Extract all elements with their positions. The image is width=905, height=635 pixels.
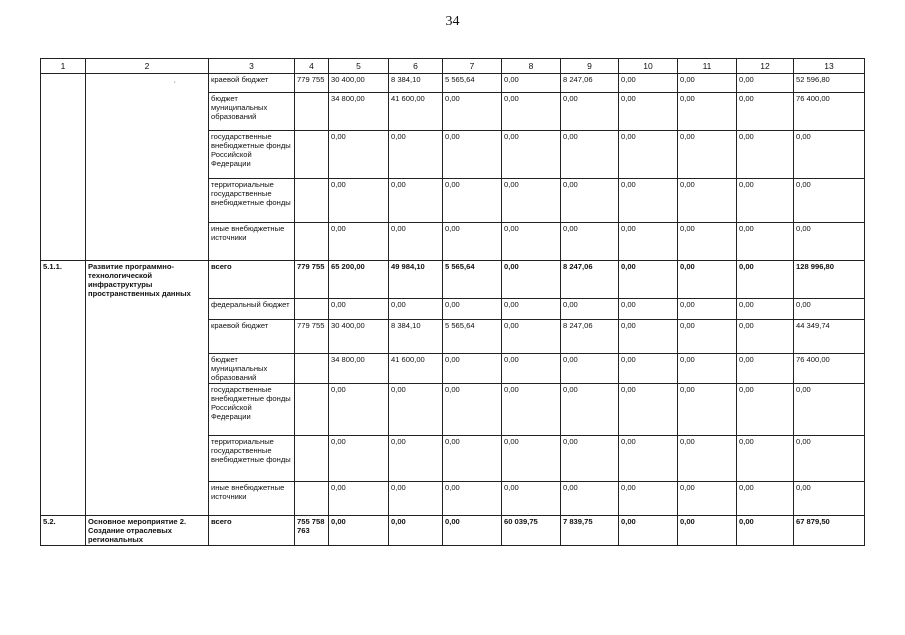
- value-cell: 0,00: [619, 223, 678, 261]
- value-cell: 0,00: [794, 223, 865, 261]
- value-cell: 0,00: [443, 299, 502, 320]
- funding-source: государственные внебюджетные фонды Российской Федерации: [209, 384, 295, 436]
- column-header: 12: [737, 59, 794, 74]
- item-code: [41, 74, 86, 261]
- item-code: 5.2.: [41, 516, 86, 546]
- funding-source: краевой бюджет: [209, 320, 295, 354]
- kbk-code: [295, 131, 329, 179]
- value-cell: 8 247,06: [561, 74, 619, 93]
- kbk-code: [295, 354, 329, 384]
- item-name: Развитие программно-технологической инфраструктуры пространственных данных: [86, 261, 209, 516]
- value-cell: 0,00: [619, 93, 678, 131]
- value-cell: 76 400,00: [794, 93, 865, 131]
- kbk-code: 755 758 763: [295, 516, 329, 546]
- value-cell: 0,00: [561, 354, 619, 384]
- kbk-code: [295, 384, 329, 436]
- value-cell: 0,00: [389, 436, 443, 482]
- table-row: [41, 74, 865, 93]
- value-cell: 0,00: [443, 131, 502, 179]
- value-cell: 41 600,00: [389, 354, 443, 384]
- value-cell: 0,00: [502, 93, 561, 131]
- value-cell: 0,00: [619, 179, 678, 223]
- value-cell: 0,00: [737, 299, 794, 320]
- column-header: 8: [502, 59, 561, 74]
- column-header: 2: [86, 59, 209, 74]
- value-cell: 0,00: [329, 436, 389, 482]
- column-header: 1: [41, 59, 86, 74]
- value-cell: 0,00: [737, 516, 794, 546]
- value-cell: 0,00: [737, 179, 794, 223]
- value-cell: 30 400,00: [329, 74, 389, 93]
- value-cell: 0,00: [737, 223, 794, 261]
- kbk-code: [295, 482, 329, 516]
- value-cell: 0,00: [561, 436, 619, 482]
- value-cell: 0,00: [619, 299, 678, 320]
- value-cell: 0,00: [678, 179, 737, 223]
- value-cell: 0,00: [329, 223, 389, 261]
- value-cell: 0,00: [619, 320, 678, 354]
- stray-mark: ·: [173, 77, 176, 86]
- kbk-code: [295, 93, 329, 131]
- value-cell: 0,00: [794, 179, 865, 223]
- value-cell: 44 349,74: [794, 320, 865, 354]
- value-cell: 8 384,10: [389, 320, 443, 354]
- funding-source: бюджет муниципальных образований: [209, 354, 295, 384]
- value-cell: 0,00: [329, 299, 389, 320]
- value-cell: 34 800,00: [329, 354, 389, 384]
- column-header: 13: [794, 59, 865, 74]
- value-cell: 0,00: [678, 384, 737, 436]
- value-cell: 0,00: [561, 223, 619, 261]
- value-cell: 5 565,64: [443, 261, 502, 299]
- value-cell: 0,00: [737, 261, 794, 299]
- value-cell: 0,00: [737, 93, 794, 131]
- value-cell: 0,00: [678, 516, 737, 546]
- value-cell: 0,00: [443, 223, 502, 261]
- value-cell: 0,00: [737, 384, 794, 436]
- value-cell: 0,00: [329, 179, 389, 223]
- value-cell: 52 596,80: [794, 74, 865, 93]
- value-cell: 0,00: [443, 179, 502, 223]
- value-cell: 0,00: [502, 74, 561, 93]
- value-cell: 0,00: [502, 299, 561, 320]
- value-cell: 0,00: [389, 131, 443, 179]
- value-cell: 0,00: [737, 354, 794, 384]
- value-cell: 5 565,64: [443, 74, 502, 93]
- value-cell: 0,00: [443, 354, 502, 384]
- column-header: 11: [678, 59, 737, 74]
- value-cell: 0,00: [619, 261, 678, 299]
- column-header: 5: [329, 59, 389, 74]
- value-cell: 0,00: [794, 384, 865, 436]
- value-cell: 0,00: [678, 131, 737, 179]
- value-cell: 0,00: [443, 436, 502, 482]
- budget-table: [40, 58, 865, 546]
- value-cell: 0,00: [619, 482, 678, 516]
- item-name: [86, 74, 209, 261]
- value-cell: 0,00: [389, 299, 443, 320]
- column-header: 3: [209, 59, 295, 74]
- value-cell: 0,00: [678, 320, 737, 354]
- value-cell: 0,00: [794, 482, 865, 516]
- value-cell: 0,00: [619, 354, 678, 384]
- value-cell: 0,00: [678, 354, 737, 384]
- funding-source: территориальные государственные внебюджетные фонды: [209, 179, 295, 223]
- value-cell: 5 565,64: [443, 320, 502, 354]
- value-cell: 0,00: [561, 179, 619, 223]
- value-cell: 0,00: [389, 223, 443, 261]
- value-cell: 0,00: [619, 516, 678, 546]
- kbk-code: [295, 179, 329, 223]
- value-cell: 0,00: [443, 482, 502, 516]
- value-cell: 0,00: [561, 93, 619, 131]
- value-cell: 0,00: [329, 482, 389, 516]
- value-cell: 0,00: [678, 482, 737, 516]
- page-number: 34: [445, 14, 460, 29]
- column-header: 6: [389, 59, 443, 74]
- value-cell: 0,00: [794, 131, 865, 179]
- value-cell: 0,00: [502, 261, 561, 299]
- value-cell: 0,00: [794, 299, 865, 320]
- value-cell: 0,00: [389, 516, 443, 546]
- kbk-code: [295, 223, 329, 261]
- value-cell: 67 879,50: [794, 516, 865, 546]
- funding-source: бюджет муниципальных образований: [209, 93, 295, 131]
- value-cell: 0,00: [329, 516, 389, 546]
- value-cell: 0,00: [619, 384, 678, 436]
- value-cell: 0,00: [678, 261, 737, 299]
- value-cell: 0,00: [329, 384, 389, 436]
- value-cell: 0,00: [329, 131, 389, 179]
- value-cell: 0,00: [443, 93, 502, 131]
- value-cell: 0,00: [561, 482, 619, 516]
- value-cell: 8 247,06: [561, 320, 619, 354]
- funding-source: краевой бюджет: [209, 74, 295, 93]
- value-cell: 34 800,00: [329, 93, 389, 131]
- value-cell: 0,00: [737, 320, 794, 354]
- item-code: 5.1.1.: [41, 261, 86, 516]
- value-cell: 0,00: [737, 436, 794, 482]
- column-header: 10: [619, 59, 678, 74]
- value-cell: 0,00: [389, 482, 443, 516]
- column-header: 7: [443, 59, 502, 74]
- value-cell: 0,00: [502, 223, 561, 261]
- value-cell: 65 200,00: [329, 261, 389, 299]
- header-row: [41, 59, 865, 74]
- item-name: Основное мероприятие 2. Создание отраслевых региональных: [86, 516, 209, 546]
- funding-source: государственные внебюджетные фонды Российской Федерации: [209, 131, 295, 179]
- value-cell: 128 996,80: [794, 261, 865, 299]
- value-cell: 0,00: [502, 131, 561, 179]
- value-cell: 0,00: [678, 223, 737, 261]
- value-cell: 0,00: [443, 384, 502, 436]
- value-cell: 0,00: [678, 93, 737, 131]
- value-cell: 0,00: [737, 131, 794, 179]
- value-cell: 41 600,00: [389, 93, 443, 131]
- funding-source: территориальные государственные внебюджетные фонды: [209, 436, 295, 482]
- value-cell: 0,00: [502, 436, 561, 482]
- value-cell: 0,00: [619, 74, 678, 93]
- value-cell: 76 400,00: [794, 354, 865, 384]
- value-cell: 0,00: [794, 436, 865, 482]
- value-cell: 30 400,00: [329, 320, 389, 354]
- funding-source: всего: [209, 516, 295, 546]
- column-header: 4: [295, 59, 329, 74]
- value-cell: 0,00: [502, 179, 561, 223]
- value-cell: 0,00: [389, 179, 443, 223]
- value-cell: 49 984,10: [389, 261, 443, 299]
- kbk-code: [295, 436, 329, 482]
- value-cell: 0,00: [619, 131, 678, 179]
- value-cell: 0,00: [678, 436, 737, 482]
- funding-source: всего: [209, 261, 295, 299]
- value-cell: 8 247,06: [561, 261, 619, 299]
- column-header: 9: [561, 59, 619, 74]
- value-cell: 0,00: [502, 320, 561, 354]
- value-cell: 0,00: [737, 482, 794, 516]
- funding-source: иные внебюджетные источники: [209, 482, 295, 516]
- kbk-code: 779 755: [295, 261, 329, 299]
- value-cell: 0,00: [443, 516, 502, 546]
- value-cell: 0,00: [561, 384, 619, 436]
- value-cell: 60 039,75: [502, 516, 561, 546]
- table-row: [41, 516, 865, 546]
- value-cell: 0,00: [561, 131, 619, 179]
- value-cell: 0,00: [678, 299, 737, 320]
- kbk-code: 779 755: [295, 320, 329, 354]
- value-cell: 0,00: [502, 354, 561, 384]
- value-cell: 8 384,10: [389, 74, 443, 93]
- value-cell: 0,00: [389, 384, 443, 436]
- value-cell: 0,00: [502, 482, 561, 516]
- value-cell: 7 839,75: [561, 516, 619, 546]
- kbk-code: [295, 299, 329, 320]
- value-cell: 0,00: [737, 74, 794, 93]
- value-cell: 0,00: [561, 299, 619, 320]
- value-cell: 0,00: [502, 384, 561, 436]
- value-cell: 0,00: [619, 436, 678, 482]
- funding-source: иные внебюджетные источники: [209, 223, 295, 261]
- kbk-code: 779 755: [295, 74, 329, 93]
- funding-source: федеральный бюджет: [209, 299, 295, 320]
- table-row: [41, 261, 865, 299]
- value-cell: 0,00: [678, 74, 737, 93]
